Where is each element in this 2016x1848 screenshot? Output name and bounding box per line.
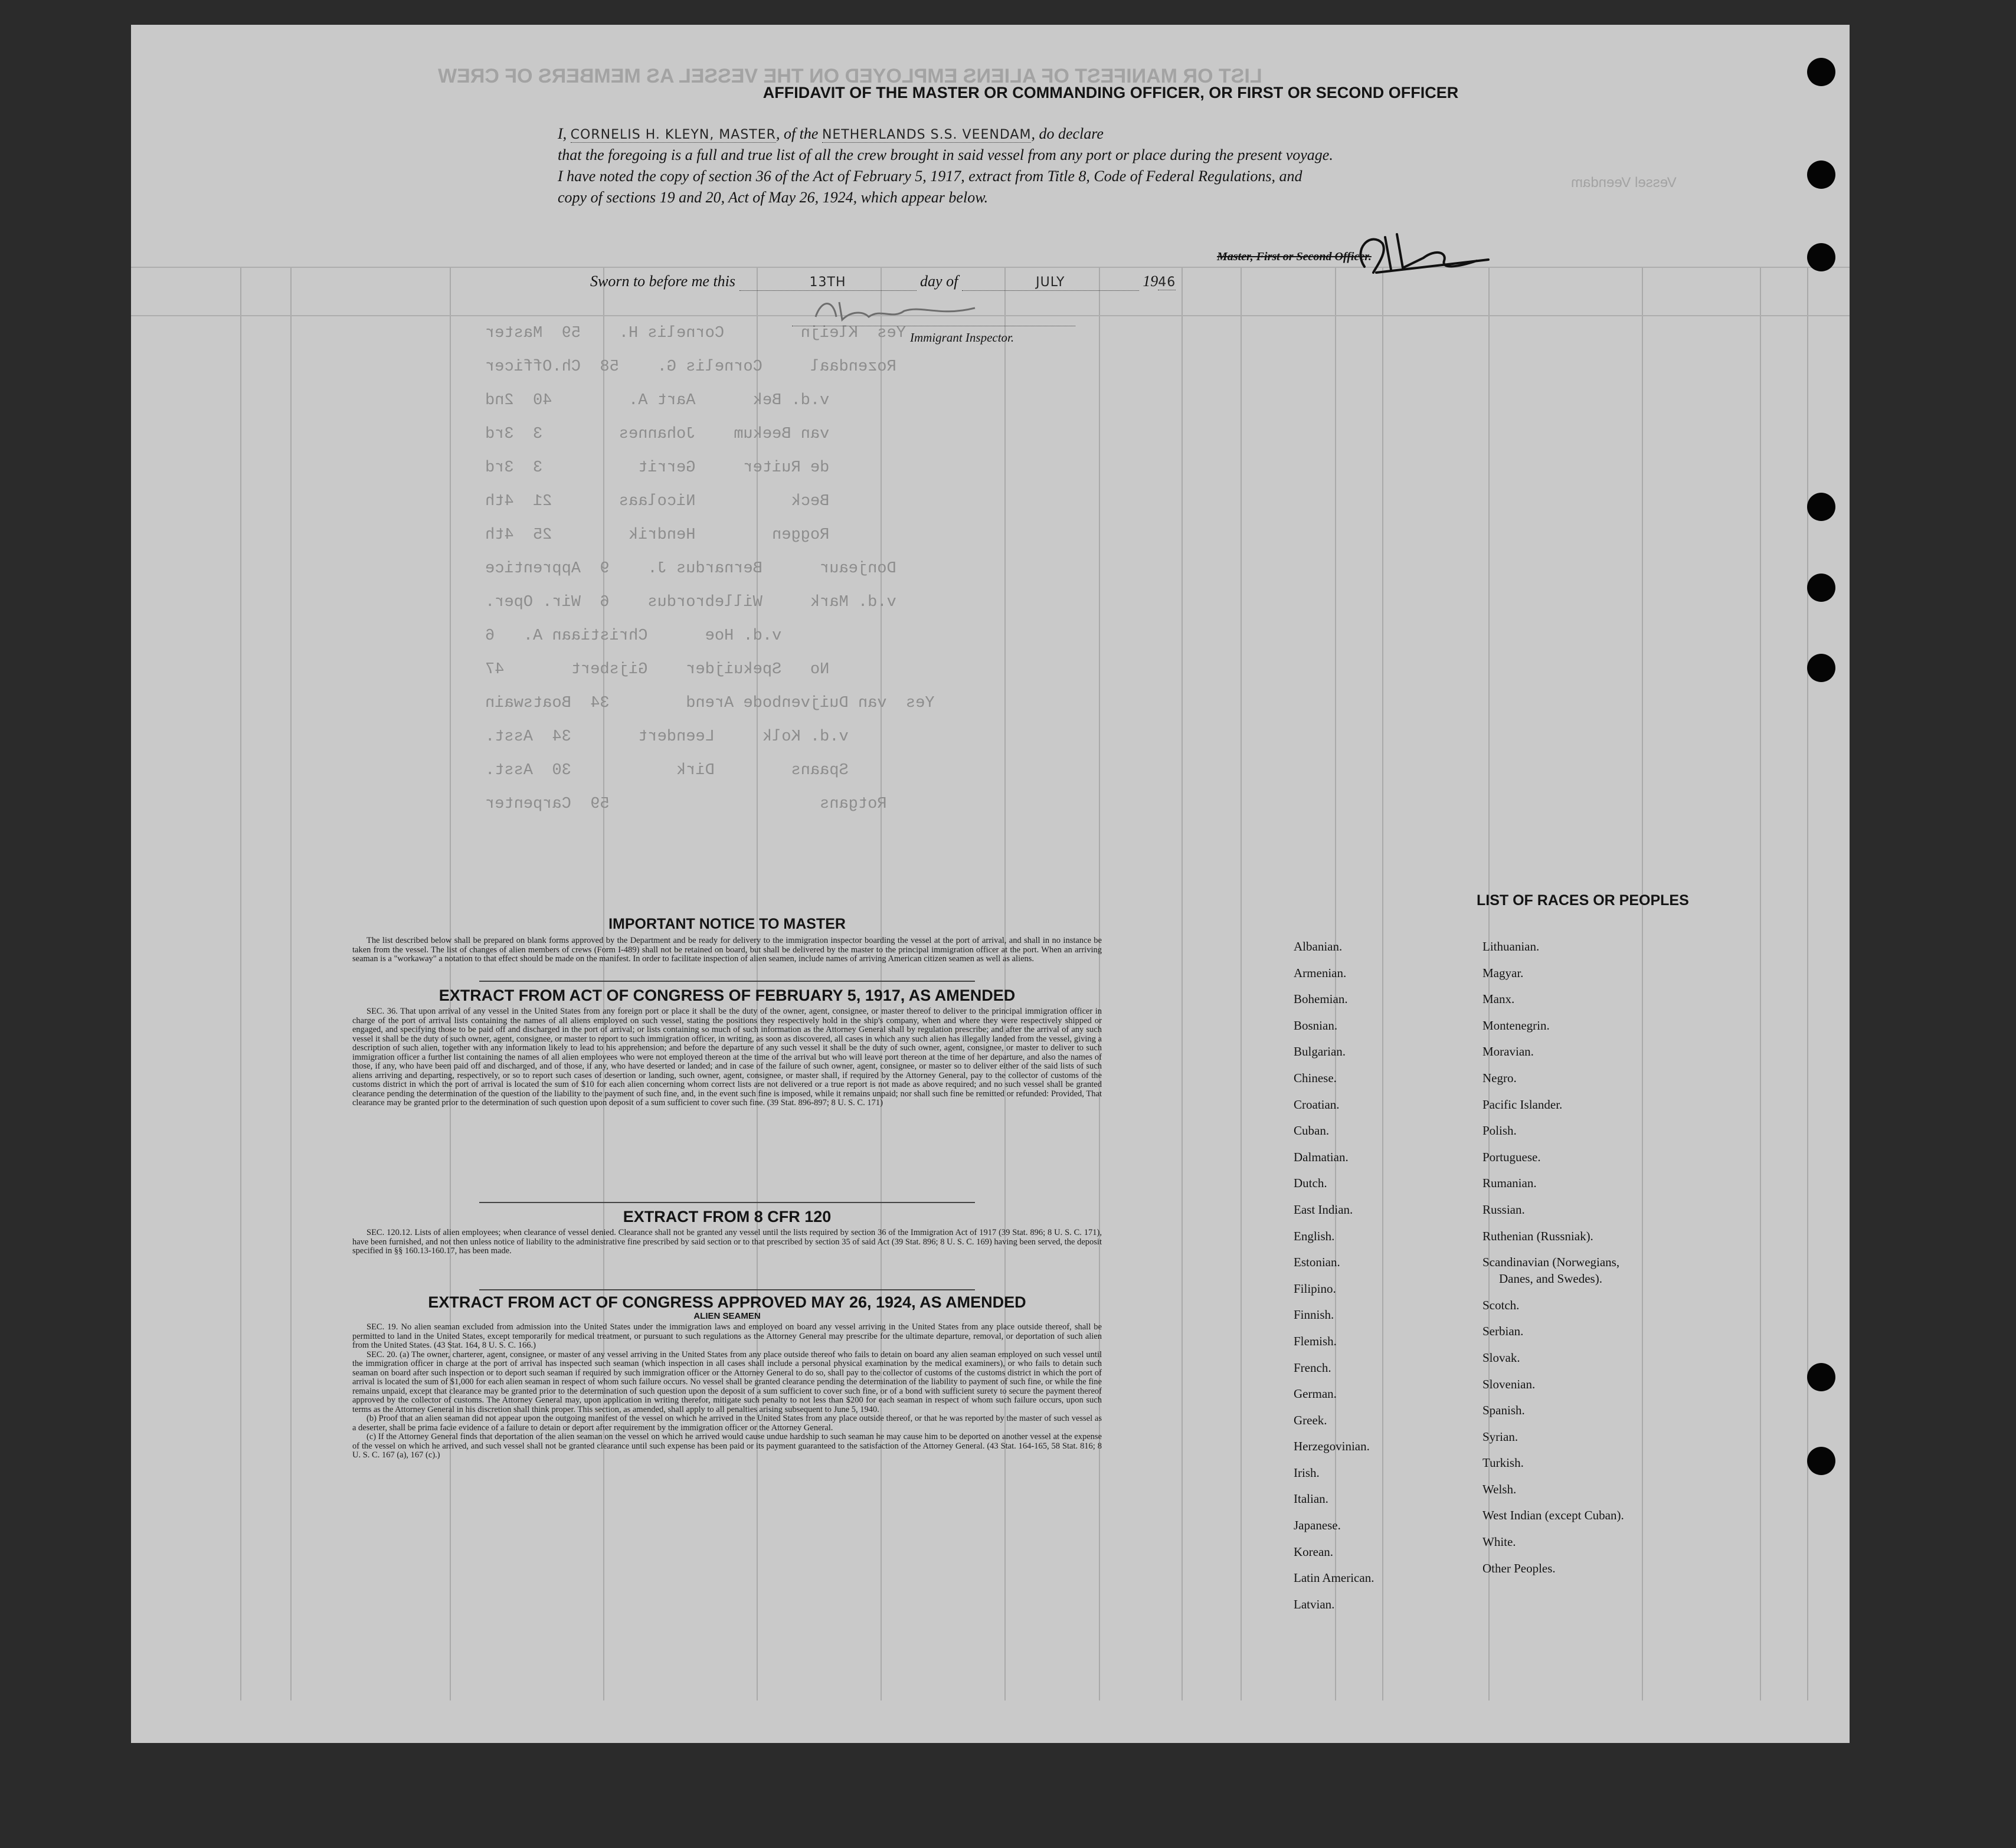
race-item: Bulgarian.	[1294, 1044, 1346, 1059]
bleed-row: No Spekuijder Gijsbert 47	[485, 661, 830, 679]
declaration-prefix: I,	[558, 125, 567, 142]
binder-hole	[1807, 493, 1835, 521]
race-item: Herzegovinian.	[1294, 1439, 1370, 1454]
races-title: LIST OF RACES OR PEOPLES	[1477, 892, 1689, 909]
race-item: Slovak.	[1482, 1350, 1520, 1365]
race-item: English.	[1294, 1228, 1335, 1243]
race-item: Estonian.	[1294, 1255, 1340, 1270]
sworn-year: 46	[1158, 275, 1176, 290]
bleed-row: Beck Nicolaas 21 4th	[485, 493, 878, 510]
vessel-name: NETHERLANDS S.S. VEENDAM	[822, 127, 1032, 142]
race-item: Turkish.	[1482, 1456, 1524, 1470]
race-item: Finnish.	[1294, 1308, 1334, 1322]
race-item: Other Peoples.	[1482, 1561, 1556, 1575]
binder-hole	[1807, 160, 1835, 189]
race-item: Chinese.	[1294, 1070, 1337, 1085]
sec-19: SEC. 19. No alien seaman excluded from admission into the United States under the immigration laws and employed on board any vessel arriving in the United States from any place outside thereof, shall be permitted to land in the United States, except temporarily for medical treatment, or pursuant to such regulations as the Attorney General may prescribe for the ultimate departure, removal, or deportation of such alien from the United States. (43 Stat. 164, 8 U. S. C. 166.)	[352, 1322, 1102, 1350]
race-item: Portuguese.	[1482, 1149, 1541, 1164]
inspector-label: Immigrant Inspector.	[910, 330, 1014, 345]
bleed-row: Donjeaur Bernardus J. 9 Apprentice	[485, 560, 944, 578]
race-item: Slovenian.	[1482, 1377, 1536, 1391]
race-item-continuation: Danes, and Swedes).	[1499, 1271, 1602, 1286]
sec-20a: SEC. 20. (a) The owner, charterer, agent, consignee, or master of any vessel arriving in the United States from any place outside thereof who fails to detain on board any alien seaman employed on such vessel until the immigration officer in charge at the port of arrival has inspected such seaman (which inspection in all cases shall include a personal physical examination by the medical examiners), or who fails to detain such seaman on board after such inspection or to deport such seaman if required by such immigration officer or the Attorney General to do so, shall pay to the collector of customs of the customs district in which the port of arrival is located the sum of $1,000 for each alien seaman in respect of whom such failure occurs. No vessel shall be granted clearance pending the determination of the liability to payment of such fine, or while the fine remains unpaid, except that clearance may be granted prior to the determination of such question upon the deposit of a sum sufficient to cover such fine, or of a bond with sufficient surety to secure the payment thereof approved by the collector of customs. The Attorney General may, upon application in writing therefor, mitigate such penalty to not less than $200 for each seaman in respect of whom such failure occurs, upon such terms as the Attorney General in his discretion shall think proper. This section, as amended, shall apply to all penalties arising subsequent to June 5, 1940.	[352, 1349, 1102, 1414]
bleed-through-vessel: Vessel Veendam	[1571, 175, 1677, 191]
affidavit-line-4: copy of sections 19 and 20, Act of May 26, 1924, which appear below.	[558, 189, 989, 206]
race-item: Welsh.	[1482, 1482, 1517, 1496]
race-item: French.	[1294, 1360, 1331, 1375]
affidavit-line-1	[558, 125, 1104, 143]
sworn-year-prefix: 19	[1143, 273, 1158, 290]
alien-seamen-subtitle: ALIEN SEAMEN	[693, 1311, 761, 1321]
race-item: Russian.	[1482, 1202, 1525, 1217]
extract-1924-title: EXTRACT FROM ACT OF CONGRESS APPROVED MAY 26, 1924, AS AMENDED	[428, 1293, 1026, 1311]
race-item: Bosnian.	[1294, 1018, 1338, 1033]
master-role-label: Master, First or Second Officer.	[1217, 250, 1372, 263]
race-item: Montenegrin.	[1482, 1018, 1550, 1033]
race-item: Latin American.	[1294, 1571, 1374, 1585]
sec-20b: (b) Proof that an alien seaman did not appear upon the outgoing manifest of the vessel on which he arrived in the United States from any place outside thereof, or that he was reported by the master of such vessel as a deserter, shall be prima facie evidence of a failure to detain or deport after requirement by the immigration officer or the Attorney General.	[352, 1414, 1102, 1433]
notice-text: The list described below shall be prepared on blank forms approved by the Department and be ready for delivery to the immigration inspector boarding the vessel at the port of arrival, and shall in no instance be taken from the vessel. The list of changes of alien members of crews (Form I-489) shall not be retained on board, but shall be delivered by the master to the principal immigration officer at the port. When an arriving seaman is a "workaway" a notation to that effect should be made on the manifest. In order to facilitate inspection of alien seamen, include names of arriving American citizen seamen as well as aliens.	[352, 936, 1102, 964]
extract-1924-text	[352, 1323, 1102, 1460]
races-right-column	[1482, 933, 1624, 1581]
race-item: White.	[1482, 1535, 1516, 1549]
race-item: Japanese.	[1294, 1518, 1341, 1533]
sworn-month: JULY	[1036, 275, 1065, 290]
race-item: Magyar.	[1482, 965, 1524, 980]
race-item: Syrian.	[1482, 1429, 1518, 1444]
bleed-row: Roggen Hendrik 25 4th	[485, 526, 878, 544]
race-item: Armenian.	[1294, 965, 1347, 980]
master-name: CORNELIS H. KLEYN, MASTER	[570, 127, 776, 142]
bleed-row: v.d. Kolk Leendert 34 Asst.	[485, 728, 896, 746]
race-item: Negro.	[1482, 1070, 1517, 1085]
sworn-line	[590, 273, 1176, 291]
race-item: Dalmatian.	[1294, 1149, 1349, 1164]
extract-cfr-text: SEC. 120.12. Lists of alien employees; when clearance of vessel denied. Clearance shall not be granted any vessel until the lists required by section 36 of the Immigration Act of 1917 (39 Stat. 896; 8 U. S. C. 171), have been furnished, and not then unless notice of liability to the administrative fine prescribed by said section or to that prescribed by section 35 of said Act (39 Stat. 896; 8 U. S. C. 169) having been served, the deposit specified in §§ 160.13-160.17, has been made.	[352, 1228, 1102, 1256]
race-item: Italian.	[1294, 1492, 1328, 1506]
race-item: Spanish.	[1482, 1403, 1525, 1418]
bleed-row: v.d. Mark Willebrordus 6 Wir. Oper.	[485, 594, 944, 611]
bleed-row: de Ruiter Gerrit 3 3rd	[485, 459, 878, 477]
race-item: Croatian.	[1294, 1097, 1340, 1112]
affidavit-line-3: I have noted the copy of section 36 of the Act of February 5, 1917, extract from Title 8, Code of Federal Regulations, and	[558, 168, 1302, 185]
extract-cfr-title: EXTRACT FROM 8 CFR 120	[623, 1208, 832, 1226]
declaration-mid: , of the	[775, 125, 819, 142]
bleed-row: v.d. Bek Aart A. 40 2nd	[485, 392, 878, 409]
declaration-suffix: , do declare	[1031, 125, 1104, 142]
affidavit-title: AFFIDAVIT OF THE MASTER OR COMMANDING OFFICER, OR FIRST OR SECOND OFFICER	[762, 84, 1459, 101]
binder-hole	[1807, 654, 1835, 682]
binder-hole	[1807, 1363, 1835, 1391]
race-item: East Indian.	[1294, 1202, 1353, 1217]
race-item: Ruthenian (Russniak).	[1482, 1228, 1593, 1243]
sworn-day-label: day of	[920, 273, 958, 290]
race-item: Dutch.	[1294, 1176, 1327, 1191]
race-item: Pacific Islander.	[1482, 1097, 1563, 1112]
sworn-prefix: Sworn to before me this	[590, 273, 736, 290]
race-item: Irish.	[1294, 1465, 1320, 1480]
bleed-through-header: LIST OR MANIFEST OF ALIENS EMPLOYED ON THE VESSEL AS MEMBERS OF CREW	[438, 65, 1262, 87]
race-item: Polish.	[1482, 1123, 1517, 1138]
affidavit-line-2: that the foregoing is a full and true list of all the crew brought in said vessel from any port or place during the present voyage.	[558, 146, 1333, 163]
extract-1917-text: SEC. 36. That upon arrival of any vessel in the United States from any foreign port or place it shall be the duty of the owner, agent, consignee, or master thereof to deliver to the principal immigration officer in charge of the port of arrival lists containing the names of all aliens employed on such vessel, stating the positions they respectively hold in the ship's company, when and where they were respectively shipped or engaged, and specifying those to be paid off and discharged in the port of arrival; or lists containing so much of such information as the Attorney General shall by regulation prescribe; and after the arrival of any such vessel it shall be the duty of such owner, agent, consignee, or master to report to such immigration officer, in writing, as soon as discovered, all cases in which any such alien has illegally landed from the vessel, giving a description of such alien, together with any information likely to lead to his apprehension; and before the departure of any such vessel it shall be the duty of such owner, agent, consignee, or master to deliver to such immigration officer a further list containing the names of all alien employees who were not employed thereon at the time of the arrival but who will leave port thereon at the time of her departure, and also the names of those, if any, who have been paid off and discharged, and of those, if any, who have deserted or landed; and in case of the failure of such owner, agent, consignee, or master so to deliver either of the said lists of such aliens arriving and departing, respectively, or so to report such cases of desertion or landing, such owner, agent, consignee, or master shall, if required by the Attorney General, pay to the collector of customs of the customs district in which the port of arrival is located the sum of $10 for each alien concerning whom correct lists are not delivered or a true report is not made as above required; and no such vessel shall be granted clearance pending the determination of the question of the liability to the payment of such fine, and, in the event such fine is imposed, while it remains unpaid; nor shall such fine be remitted or refunded: Provided, That clearance may be granted prior to the determination of such question upon deposit of a sum sufficient to cover such fine. (39 Stat. 896-897; 8 U. S. C. 171)	[352, 1007, 1102, 1108]
bleed-row: Rozendaal Cornelis G. 58 Ch.Officer	[485, 358, 944, 376]
race-item: Cuban.	[1294, 1123, 1330, 1138]
race-item: Filipino.	[1294, 1281, 1336, 1296]
race-item: Latvian.	[1294, 1597, 1335, 1611]
race-item: Korean.	[1294, 1544, 1334, 1559]
binder-hole	[1807, 574, 1835, 602]
sec-20c: (c) If the Attorney General finds that deportation of the alien seaman on the vessel on which he arrived would cause undue hardship to such seaman he may cause him to be deported on another vessel at the expense of the vessel on which he arrived, and such vessel shall not be granted clearance until such expense has been paid or its payment guaranteed to the satisfaction of the Attorney General. (43 Stat. 164-165, 58 Stat. 816; 8 U. S. C. 167 (a), 167 (c).)	[352, 1432, 1102, 1460]
race-item: Lithuanian.	[1482, 939, 1540, 954]
bleed-row: v.d. Hoe Christiaan A. 6	[485, 627, 830, 645]
race-item: Scandinavian (Norwegians,	[1482, 1255, 1620, 1270]
race-item: Albanian.	[1294, 939, 1343, 954]
bleed-row: van Beekum Johannes 3 3rd	[485, 425, 878, 443]
race-item: Greek.	[1294, 1413, 1327, 1427]
binder-hole	[1807, 1447, 1835, 1475]
race-item: German.	[1294, 1387, 1337, 1401]
races-left-column	[1294, 933, 1374, 1617]
sworn-day: 13TH	[809, 275, 846, 290]
race-item: Bohemian.	[1294, 992, 1348, 1007]
race-item: Moravian.	[1482, 1044, 1534, 1059]
bleed-row: Yes Kleijn Cornelis H. 59 Master	[485, 325, 906, 342]
race-item: Manx.	[1482, 992, 1515, 1007]
race-item: Flemish.	[1294, 1333, 1337, 1348]
race-item: Rumanian.	[1482, 1176, 1537, 1191]
binder-hole	[1807, 243, 1835, 271]
inspector-signature	[810, 293, 987, 329]
notice-title: IMPORTANT NOTICE TO MASTER	[608, 916, 846, 932]
binder-hole	[1807, 58, 1835, 86]
manifest-page	[131, 25, 1850, 1743]
race-item: Scotch.	[1482, 1297, 1520, 1312]
bleed-row: Spaans Dirk 30 Asst.	[485, 762, 896, 779]
race-item: Serbian.	[1482, 1324, 1524, 1339]
extract-1917-title: EXTRACT FROM ACT OF CONGRESS OF FEBRUARY 5, 1917, AS AMENDED	[438, 987, 1016, 1004]
bleed-row: Yes van Duijvenbode Arend 34 Boatswain	[485, 694, 935, 712]
bleed-row: Rotgans 59 Carpenter	[485, 795, 935, 813]
race-item: West Indian (except Cuban).	[1482, 1508, 1624, 1523]
